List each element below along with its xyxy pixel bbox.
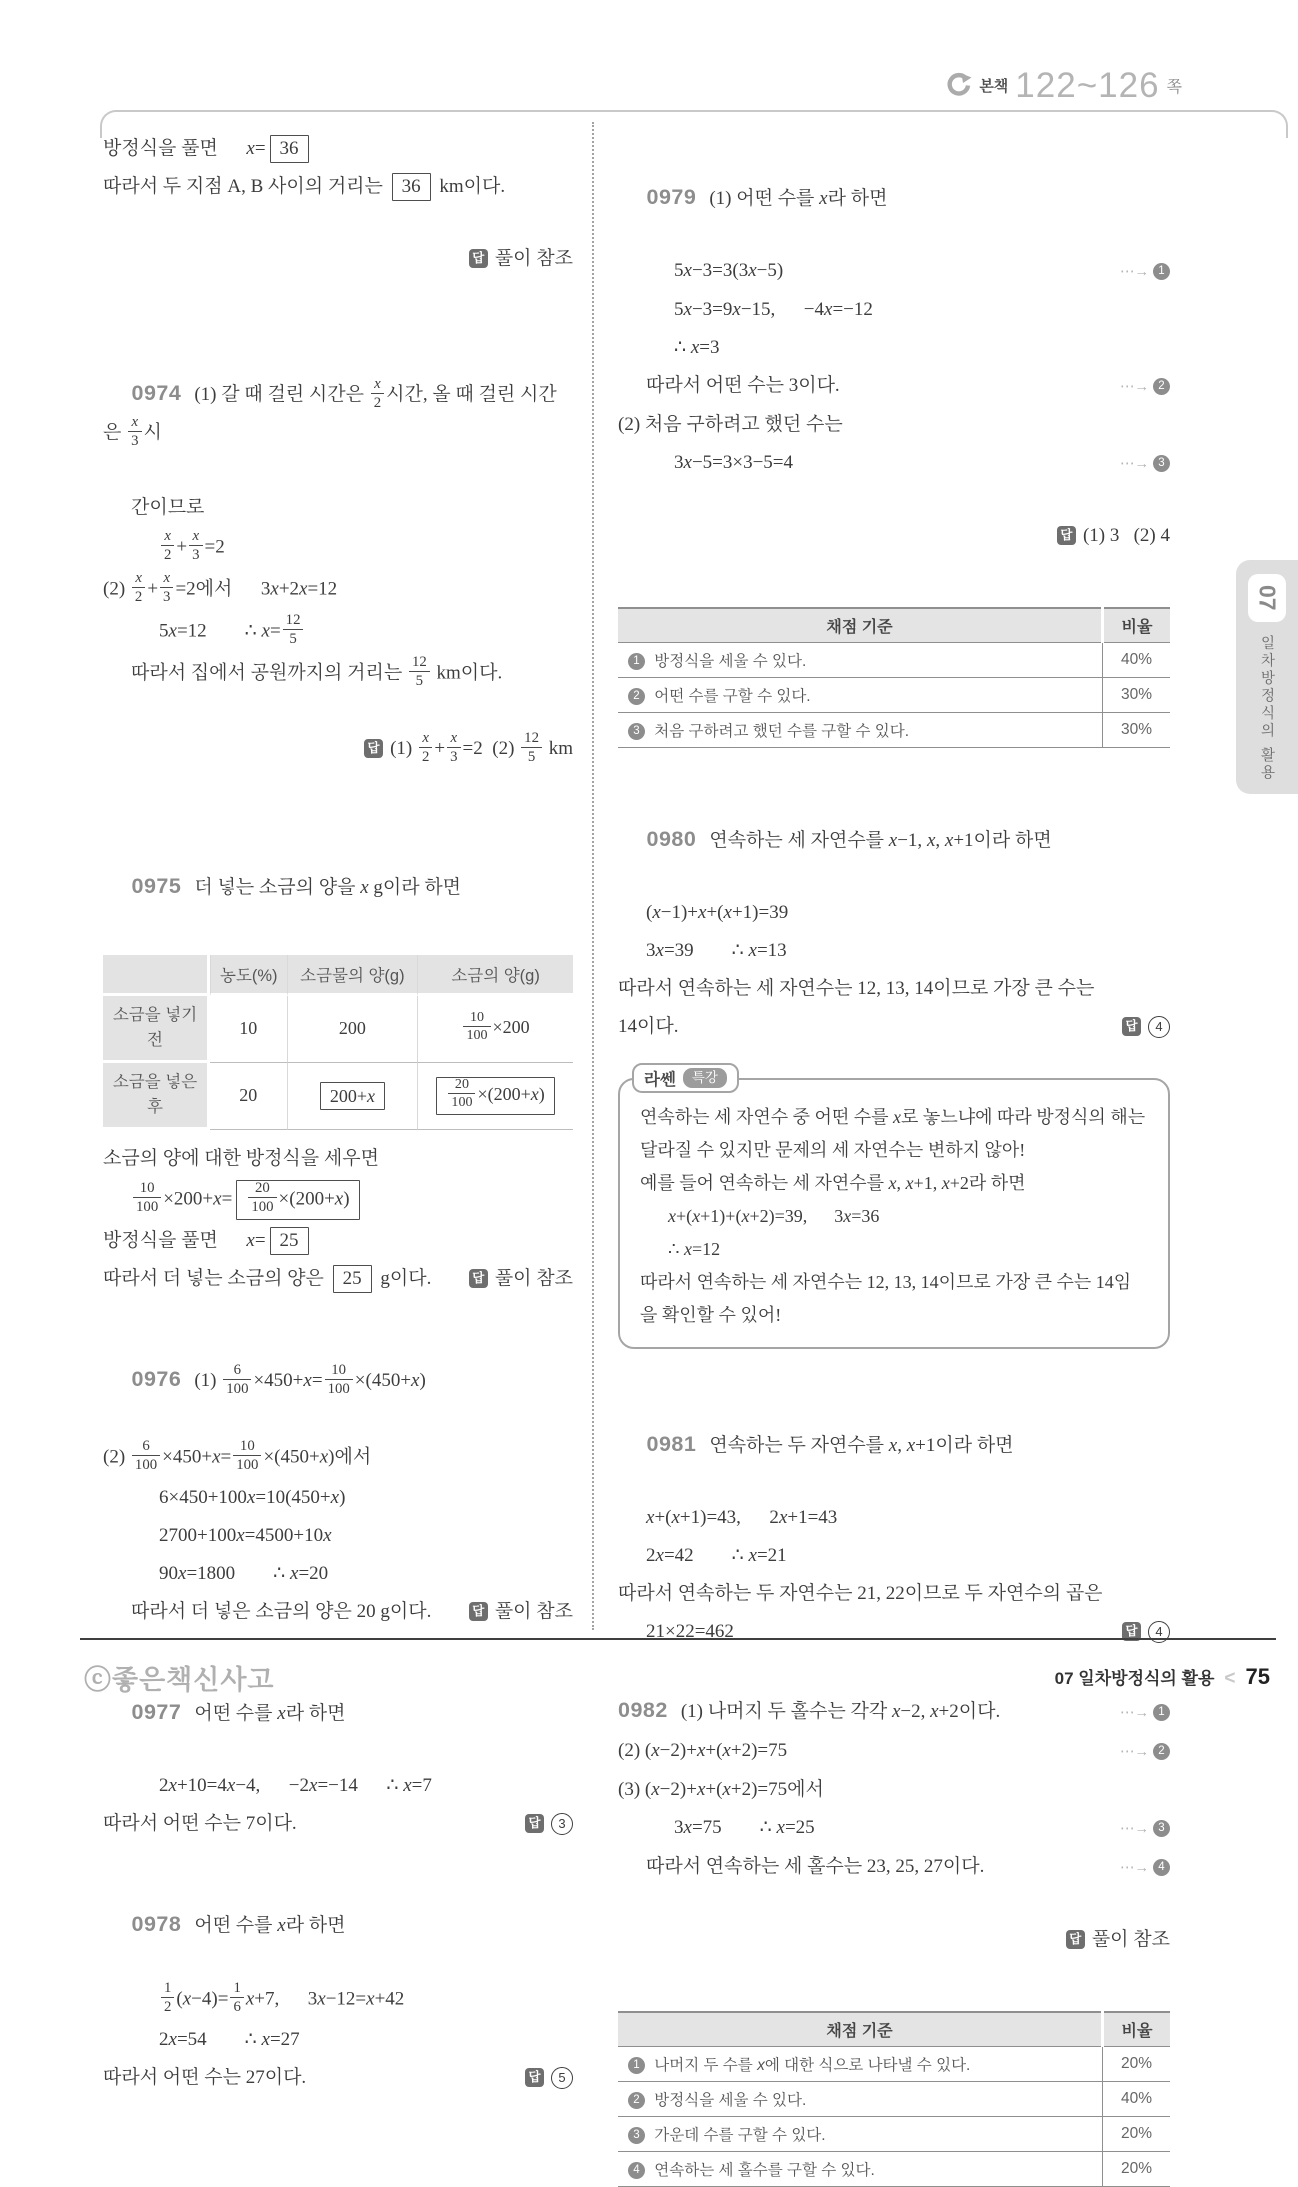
- problem-0979: [618, 146, 1170, 748]
- answer-line: [103, 697, 573, 803]
- solution-line: 따라서 연속하는 세 자연수는 12, 13, 14이므로 가장 큰 수는: [618, 978, 1095, 999]
- solution-text: 연속하는 두 자연수를 x, x+1이라 하면: [709, 1435, 1014, 1456]
- table-row: [103, 996, 573, 1063]
- criteria-header: 채점 기준: [618, 608, 1103, 643]
- solution-text: 따라서 더 넣은 소금의 양은 20 g이다.: [131, 1600, 432, 1622]
- solution-line: [618, 1811, 1170, 1846]
- step-marker: ⋯→ 2: [1112, 1735, 1170, 1769]
- footer-page-info: [1055, 1664, 1270, 1690]
- answer-text: 5: [551, 2067, 573, 2088]
- answer-line: [469, 1262, 573, 1296]
- answer-text: (1) 3 (2) 4: [1082, 525, 1170, 546]
- chevron-icon: <: [1224, 1668, 1236, 1689]
- solution-text: (1) $\frac{6}{100}$ ×450+x= $\frac{10}{100}$ ×(450+x): [194, 1361, 426, 1398]
- step-marker: ⋯→ 2: [1112, 370, 1170, 404]
- problem-0981: [618, 1393, 1170, 1649]
- right-column: [618, 128, 1170, 2187]
- solution-line: x+(x+1)=43, 2x+1=43: [646, 1507, 838, 1528]
- table-cell: $\frac{10}{100}$ ×200: [417, 996, 573, 1063]
- answer-line: [525, 2061, 573, 2095]
- solution-line: ∴ x=3: [674, 337, 720, 358]
- ratio-cell: 40%: [1103, 2082, 1171, 2117]
- solution-line: 따라서 집에서 공원까지의 거리는 $\frac{12}{5}$ km이다.: [131, 653, 503, 690]
- solution-text: [618, 1693, 1000, 1729]
- answer-text: 풀이 참조: [494, 248, 573, 269]
- problem-head: [618, 788, 1170, 892]
- table-row: [618, 678, 1170, 713]
- problem-head: [618, 1393, 1170, 1497]
- answer-badge-icon: 답: [1122, 1017, 1141, 1036]
- solution-line: 3x=39 ∴ x=13: [646, 940, 787, 961]
- solution-text: 21×22=462: [646, 1621, 734, 1642]
- chapter-side-tab: [1236, 560, 1298, 794]
- criteria-cell: 1 나머지 두 수를 x에 대한 식으로 나타낼 수 있다.: [618, 2047, 1103, 2082]
- table-row: [618, 2047, 1170, 2082]
- solution-line: [618, 1615, 1170, 1649]
- solution-text: 연속하는 세 자연수를 x−1, x, x+1이라 하면: [709, 830, 1052, 851]
- grading-criteria-table: [618, 607, 1170, 748]
- page-number: 75: [1245, 1664, 1270, 1689]
- brand-label: 라쎈: [644, 1071, 676, 1089]
- lecture-badge: 특강: [683, 1068, 727, 1088]
- criteria-cell: 1 방정식을 세울 수 있다.: [618, 643, 1103, 678]
- table-header-cell: [103, 955, 210, 996]
- solution-text: 어떤 수를 x라 하면: [194, 1914, 346, 1936]
- ratio-header: 비율: [1103, 2012, 1171, 2047]
- solution-line: (3) (x−2)+x+(x+2)=75에서: [618, 1779, 824, 1800]
- note-line: 예를 들어 연속하는 세 자연수를 x, x+1, x+2라 하면: [640, 1173, 1026, 1193]
- answer-text: 4: [1148, 1016, 1170, 1037]
- book-ref-page-suffix: 쪽: [1166, 79, 1182, 96]
- table-header-row: [618, 608, 1170, 643]
- ratio-cell: 20%: [1103, 2117, 1171, 2152]
- solution-text: (1) 갈 때 걸린 시간은 $\frac{x}{2}$ 시간, 올 때 걸린 시간은 $\frac{x}{3}$ 시: [103, 375, 557, 450]
- problem-head: [103, 1328, 573, 1435]
- answer-text: 풀이 참조: [1091, 1929, 1170, 1950]
- refresh-arrow-icon: [945, 72, 972, 99]
- table-row: [618, 713, 1170, 748]
- step-marker: ⋯→ 3: [1112, 447, 1170, 481]
- answer-text: 풀이 참조: [494, 1600, 573, 1622]
- table-row: [618, 2082, 1170, 2117]
- answer-badge-icon: 답: [469, 249, 488, 268]
- solution-line: 따라서 연속하는 두 자연수는 21, 22이므로 두 자연수의 곱은: [618, 1583, 1103, 1604]
- solution-line: 2700+100x=4500+10x: [159, 1524, 332, 1546]
- table-cell: 200: [287, 996, 418, 1063]
- solution-line: [618, 254, 1170, 289]
- answer-badge-icon: 답: [469, 1602, 488, 1621]
- problem-head: [103, 835, 573, 939]
- page-reference-header: [945, 68, 1182, 103]
- mixture-table: [103, 955, 573, 1130]
- problem-number: 0974: [131, 381, 182, 405]
- solution-line: [618, 1010, 1170, 1044]
- solution-line: 5x=12 ∴ x= $\frac{12}{5}$: [103, 613, 573, 651]
- criteria-cell: 3 가운데 수를 구할 수 있다.: [618, 2117, 1103, 2152]
- special-lecture-tab: [632, 1063, 739, 1093]
- solution-line: [618, 369, 1170, 404]
- solution-text: 따라서 더 넣는 소금의 양은 25 g이다.: [103, 1262, 431, 1296]
- answer-badge-icon: 답: [1066, 1930, 1085, 1949]
- publisher-logo: ⓒ좋은책신사고: [84, 1665, 275, 1695]
- ratio-cell: 30%: [1103, 713, 1171, 748]
- chapter-number-badge: 07: [1248, 574, 1286, 622]
- solution-line: 90x=1800 ∴ x=20: [159, 1562, 329, 1584]
- solution-line: $\frac{x}{2}$ + $\frac{x}{3}$ =2: [103, 529, 573, 567]
- solution-text: 더 넣는 소금의 양을 x g이라 하면: [194, 876, 462, 898]
- note-line: 을 확인할 수 있어!: [640, 1305, 782, 1325]
- answer-badge-icon: 답: [469, 1269, 488, 1288]
- solution-text: 3x=75 ∴ x=25: [674, 1817, 815, 1838]
- step-marker: ⋯→ 3: [1112, 1812, 1170, 1846]
- solution-line: (2) $\frac{6}{100}$ ×450+x= $\frac{10}{100}$ ×(450+x)에서: [103, 1437, 372, 1474]
- answer-badge-icon: 답: [1057, 526, 1076, 545]
- ratio-cell: 20%: [1103, 2047, 1171, 2082]
- solution-line: 5x−3=9x−15, −4x=−12: [674, 299, 873, 320]
- note-line: ∴ x=12: [668, 1239, 721, 1259]
- problem-0980: [618, 788, 1170, 1349]
- solution-text: 따라서 어떤 수는 3이다.: [646, 375, 840, 396]
- table-header-row: [618, 2012, 1170, 2047]
- footer-chapter: 07 일차방정식의 활용: [1054, 1669, 1215, 1688]
- table-cell: 200+x: [287, 1063, 418, 1130]
- chapter-title-vertical: 일차방정식의 활용: [1258, 635, 1275, 783]
- solution-line: [103, 1807, 573, 1841]
- solution-text: (1) 어떤 수를 x라 하면: [709, 188, 888, 209]
- note-line: 달라질 수 있지만 문제의 세 자연수는 변하지 않아!: [640, 1140, 1026, 1160]
- problem-0975: [103, 835, 573, 1296]
- book-ref-label: 본책: [979, 78, 1009, 95]
- special-lecture-box: [618, 1070, 1170, 1349]
- solution-text: 어떤 수를 x라 하면: [194, 1702, 346, 1724]
- criteria-cell: 2 방정식을 세울 수 있다.: [618, 2082, 1103, 2117]
- head-text: (1) 나머지 두 홀수는 각각 x−2, x+2이다.: [680, 1701, 1001, 1722]
- solution-line: [103, 1262, 573, 1296]
- solution-text: 따라서 어떤 수는 7이다.: [103, 1812, 297, 1834]
- solution-line: [618, 446, 1170, 481]
- solution-line: 2x+10=4x−4, −2x=−14 ∴ x=7: [159, 1774, 432, 1796]
- answer-line: [618, 485, 1170, 587]
- answer-line: [525, 1807, 573, 1841]
- problem-number: 0981: [646, 1432, 697, 1456]
- solution-text: (2) (x−2)+x+(x+2)=75: [618, 1740, 788, 1761]
- ratio-cell: 30%: [1103, 678, 1171, 713]
- solution-line: (x−1)+x+(x+1)=39: [646, 902, 789, 923]
- problem-number: 0977: [131, 1699, 182, 1724]
- solution-line: $\frac{10}{100}$ ×200+x= $\frac{20}{100}$ ×(200+x): [103, 1180, 573, 1220]
- criteria-cell: 3 처음 구하려고 했던 수를 구할 수 있다.: [618, 713, 1103, 748]
- problem-number: 0979: [646, 185, 697, 209]
- step-marker: ⋯→ 1: [1112, 1696, 1170, 1730]
- criteria-cell: 2 어떤 수를 구할 수 있다.: [618, 678, 1103, 713]
- solution-line: 방정식을 풀면 x= 36: [103, 132, 573, 166]
- answer-badge-icon: 답: [525, 2068, 544, 2087]
- table-row: [618, 643, 1170, 678]
- row-label-cell: 소금을 넣기 전: [103, 996, 210, 1063]
- left-column: [103, 128, 573, 2099]
- problem-number: 0982: [618, 1698, 668, 1722]
- solution-line: 2x=54 ∴ x=27: [159, 2028, 300, 2050]
- answer-line: [618, 1889, 1170, 1991]
- solution-text: 5x−3=3(3x−5): [674, 260, 784, 281]
- note-line: x+(x+1)+(x+2)=39, 3x=36: [668, 1206, 880, 1226]
- problem-0982: [618, 1693, 1170, 2187]
- answer-text: (1) $\frac{x}{2}$ + $\frac{x}{3}$ =2 (2) $\frac{12}{5}$ km: [390, 729, 573, 766]
- problem-head: [618, 1693, 1170, 1730]
- solution-line: $\frac{1}{2}$ (x−4)= $\frac{1}{6}$ x+7, 3x−12=x+42: [103, 1981, 573, 2019]
- solution-line: 6×450+100x=10(450+x): [159, 1486, 346, 1508]
- table-cell: 20: [210, 1063, 287, 1130]
- note-line: 연속하는 세 자연수 중 어떤 수를 x로 놓느냐에 따라 방정식의 해는: [640, 1107, 1146, 1127]
- book-ref-pages: 122~126: [1015, 66, 1160, 105]
- problem-number: 0980: [646, 827, 697, 851]
- solution-line: 2x=42 ∴ x=21: [646, 1545, 787, 1566]
- answer-badge-icon: 답: [364, 739, 383, 758]
- solution-line: (2) $\frac{x}{2}$ + $\frac{x}{3}$ =2에서 3x+2x=12: [103, 569, 338, 606]
- note-line: 따라서 연속하는 세 자연수는 12, 13, 14이므로 가장 큰 수는 14임: [640, 1272, 1132, 1292]
- table-row: [103, 1063, 573, 1130]
- solution-text: 14이다.: [618, 1016, 679, 1037]
- answer-line: [1122, 1010, 1170, 1044]
- ratio-cell: 40%: [1103, 643, 1171, 678]
- solution-text: 따라서 어떤 수는 27이다.: [103, 2066, 307, 2088]
- problem-0978: [103, 1873, 573, 2095]
- answer-badge-icon: 답: [525, 1814, 544, 1833]
- answer-text: 4: [1148, 1621, 1170, 1642]
- solution-line: 간이므로: [131, 496, 205, 518]
- answer-line: [469, 1595, 573, 1629]
- solution-line: [618, 1850, 1170, 1885]
- solution-line: (2) 처음 구하려고 했던 수는: [618, 414, 843, 435]
- column-divider: [592, 122, 594, 1630]
- answer-text: 풀이 참조: [494, 1267, 573, 1289]
- answer-line: [103, 208, 573, 310]
- solution-line: [103, 2061, 573, 2095]
- footer-rule: [80, 1638, 1276, 1640]
- criteria-header: 채점 기준: [618, 2012, 1103, 2047]
- solution-line: 소금의 양에 대한 방정식을 세우면: [103, 1147, 379, 1169]
- ratio-cell: 20%: [1103, 2152, 1171, 2187]
- problem-0974: [103, 342, 573, 803]
- answer-line: [1122, 1615, 1170, 1649]
- table-cell: $\frac{20}{100}$ ×(200+x): [417, 1063, 573, 1130]
- answer-text: 3: [551, 1813, 573, 1834]
- criteria-cell: 4 연속하는 세 홀수를 구할 수 있다.: [618, 2152, 1103, 2187]
- table-row: [618, 2152, 1170, 2187]
- table-header-row: [103, 955, 573, 996]
- grading-criteria-table: [618, 2011, 1170, 2187]
- table-header-cell: 소금물의 양(g): [287, 955, 418, 996]
- solution-line: [103, 1595, 573, 1629]
- solution-line: 방정식을 풀면 x= 25: [103, 1224, 573, 1258]
- solution-text: 따라서 연속하는 세 홀수는 23, 25, 27이다.: [646, 1856, 985, 1877]
- problem-number: 0975: [131, 873, 182, 898]
- problem-head: [103, 342, 573, 487]
- table-cell: 10: [210, 996, 287, 1063]
- answer-badge-icon: 답: [1122, 1622, 1141, 1641]
- problem-head: [103, 1873, 573, 1977]
- problem-number: 0978: [131, 1911, 182, 1936]
- row-label-cell: 소금을 넣은 후: [103, 1063, 210, 1130]
- ratio-header: 비율: [1103, 608, 1171, 643]
- solution-text: 3x−5=3×3−5=4: [674, 452, 794, 473]
- table-row: [618, 2117, 1170, 2152]
- table-header-cell: 농도(%): [210, 955, 287, 996]
- solution-line: 따라서 두 지점 A, B 사이의 거리는 36 km이다.: [103, 170, 573, 204]
- table-header-cell: 소금의 양(g): [417, 955, 573, 996]
- problem-number: 0976: [131, 1366, 182, 1391]
- problem-head: [618, 146, 1170, 250]
- problem-0976: [103, 1328, 573, 1629]
- step-marker: ⋯→ 4: [1112, 1851, 1170, 1885]
- step-marker: ⋯→ 1: [1112, 255, 1170, 289]
